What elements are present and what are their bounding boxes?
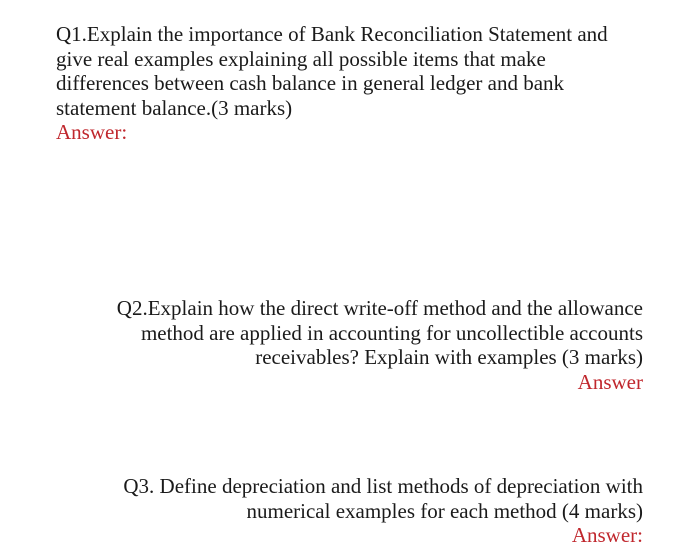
answer-label: Answer [577, 369, 643, 394]
answer-label: Answer: [571, 523, 643, 547]
question-1 [56, 22, 608, 145]
question-text-line: Q3. Define depreciation and list methods of depreciation with [123, 474, 643, 498]
question-text-line: Q2.Explain how the direct write-off method and the allowance [116, 296, 643, 320]
question-text-line: method are applied in accounting for uncollectible accounts [140, 320, 643, 345]
question-text-line: give real examples explaining all possible items that make [56, 46, 546, 71]
answer-label: Answer: [56, 120, 128, 144]
question-text-line: numerical examples for each method (4 marks) [246, 498, 643, 523]
question-text-line: differences between cash balance in general ledger and bank [56, 71, 565, 95]
question-3 [123, 474, 643, 548]
question-text-line: statement balance.(3 marks) [56, 95, 293, 120]
question-text-line: receivables? Explain with examples (3 marks) [255, 345, 643, 369]
question-text-line: Q1.Explain the importance of Bank Reconciliation Statement and [56, 22, 608, 46]
question-2 [117, 296, 643, 394]
